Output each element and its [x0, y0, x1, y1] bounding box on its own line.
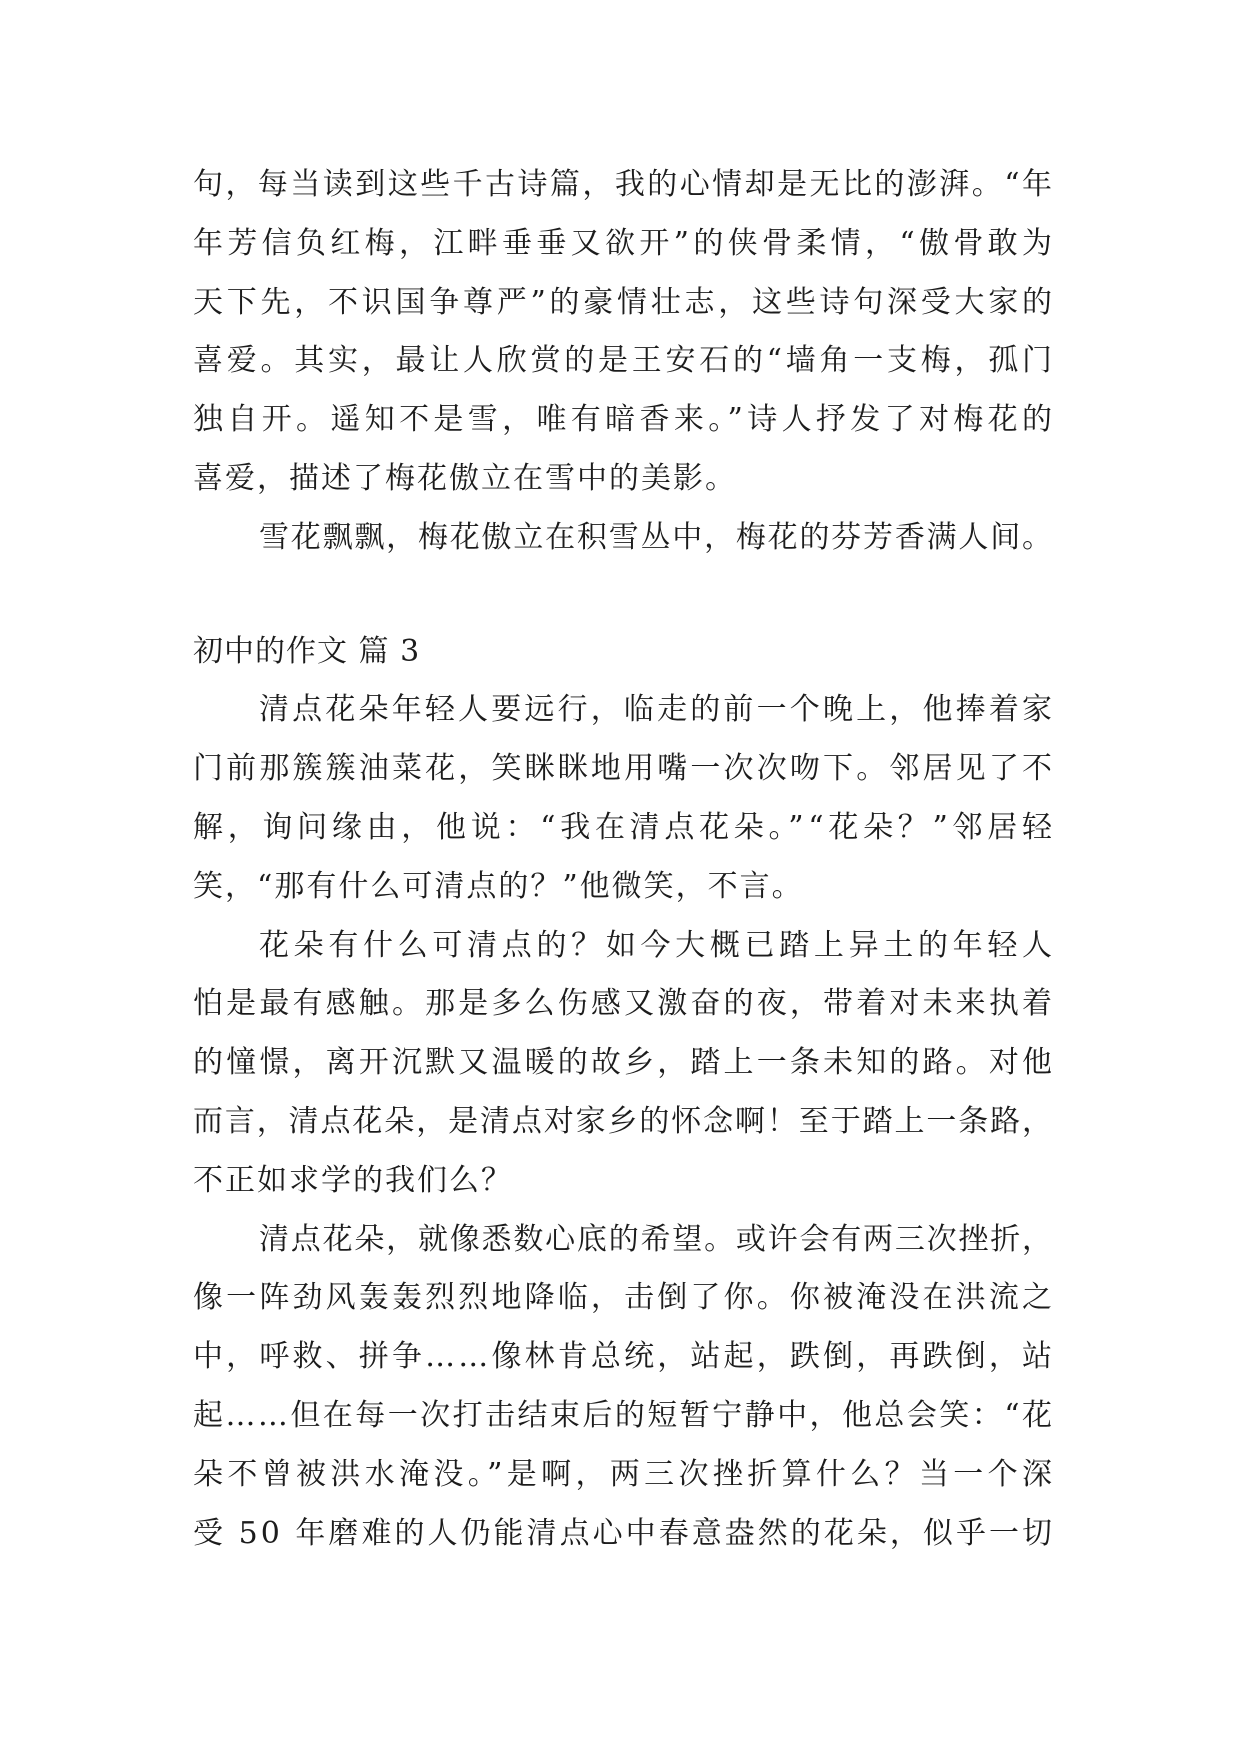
text-line-content: 喜爱。其实，最让人欣赏的是王安石的“墙角一支梅，孤门 [193, 343, 1056, 379]
text-line [193, 1152, 1052, 1211]
text-line [193, 858, 1052, 917]
text-line [193, 917, 1057, 976]
text-line-content: 清点花朵年轻人要远行，临走的前一个晚上，他捧着家 [259, 692, 1056, 728]
text-line-content: 喜爱，描述了梅花傲立在雪中的美影。 [193, 460, 737, 496]
text-line-content: 起……但在每一次打击结束后的短暂宁静中，他总会笑：“花 [193, 1397, 1055, 1433]
text-line [193, 1034, 1056, 1093]
essay-title: 初中的作文 篇 3 [193, 633, 421, 669]
text-line [193, 1387, 1055, 1446]
text-line [193, 450, 1052, 509]
text-line-content: 句，每当读到这些千古诗篇，我的心情却是无比的澎湃。“年 [193, 167, 1055, 202]
text-line-content: 解，询问缘由，他说：“我在清点花朵。”“花朵？”邻居轻 [193, 809, 1057, 845]
text-line-content: 不正如求学的我们么？ [193, 1162, 513, 1198]
paragraph [193, 917, 1057, 1211]
text-line [193, 1211, 1052, 1270]
section-gap [193, 568, 1052, 623]
text-line [193, 156, 1055, 215]
text-line [193, 740, 1056, 799]
paragraph [193, 681, 1057, 916]
text-line [193, 1505, 1056, 1564]
text-line-content: 怕是最有感触。那是多么伤感又激奋的夜，带着对未来执着 [193, 986, 1056, 1022]
document-body [193, 156, 1057, 1563]
text-line-content: 中，呼救、拼争……像林肯总统，站起，跌倒，再跌倒，站 [193, 1339, 1056, 1375]
paragraph [193, 509, 1052, 568]
text-line-content: 独自开。遥知不是雪，唯有暗香来。”诗人抒发了对梅花的 [193, 402, 1057, 438]
text-line [193, 1446, 1057, 1505]
text-line [193, 215, 1057, 274]
text-line [193, 799, 1057, 858]
text-line-content: 受 50 年磨难的人仍能清点心中春意盎然的花朵，似乎一切 [193, 1515, 1056, 1551]
text-line [193, 509, 1052, 568]
text-line-content: 笑，“那有什么可清点的？”他微笑，不言。 [193, 868, 804, 904]
text-line [193, 1328, 1056, 1387]
paragraph [193, 1211, 1057, 1564]
text-line-content: 像一阵劲风轰轰烈烈地降临，击倒了你。你被淹没在洪流之 [193, 1280, 1056, 1316]
text-line-content: 清点花朵，就像悉数心底的希望。或许会有两三次挫折， [259, 1221, 1054, 1257]
paragraph [193, 156, 1057, 509]
text-line-content: 的憧憬，离开沉默又温暖的故乡，踏上一条未知的路。对他 [193, 1045, 1056, 1081]
text-line [193, 681, 1056, 740]
text-line-content: 而言，清点花朵，是清点对家乡的怀念啊！至于踏上一条路， [193, 1103, 1054, 1139]
text-line [193, 332, 1056, 391]
text-line-content: 门前那簇簇油菜花，笑眯眯地用嘴一次次吻下。邻居见了不 [193, 751, 1056, 787]
text-line [193, 274, 1056, 333]
text-line-content: 雪花飘飘，梅花傲立在积雪丛中，梅花的芬芳香满人间。 [259, 519, 1054, 555]
text-line-content: 花朵有什么可清点的？如今大概已踏上异土的年轻人 [259, 927, 1057, 963]
text-line [193, 391, 1057, 450]
text-line [193, 975, 1056, 1034]
text-line [193, 1269, 1056, 1328]
text-line-content: 天下先，不识国争尊严”的豪情壮志，这些诗句深受大家的 [193, 284, 1056, 320]
text-line [193, 1093, 1052, 1152]
text-line-content: 朵不曾被洪水淹没。”是啊，两三次挫折算什么？当一个深 [193, 1456, 1057, 1492]
text-line-content: 年芳信负红梅，江畔垂垂又欲开”的侠骨柔情，“傲骨敢为 [193, 225, 1057, 261]
